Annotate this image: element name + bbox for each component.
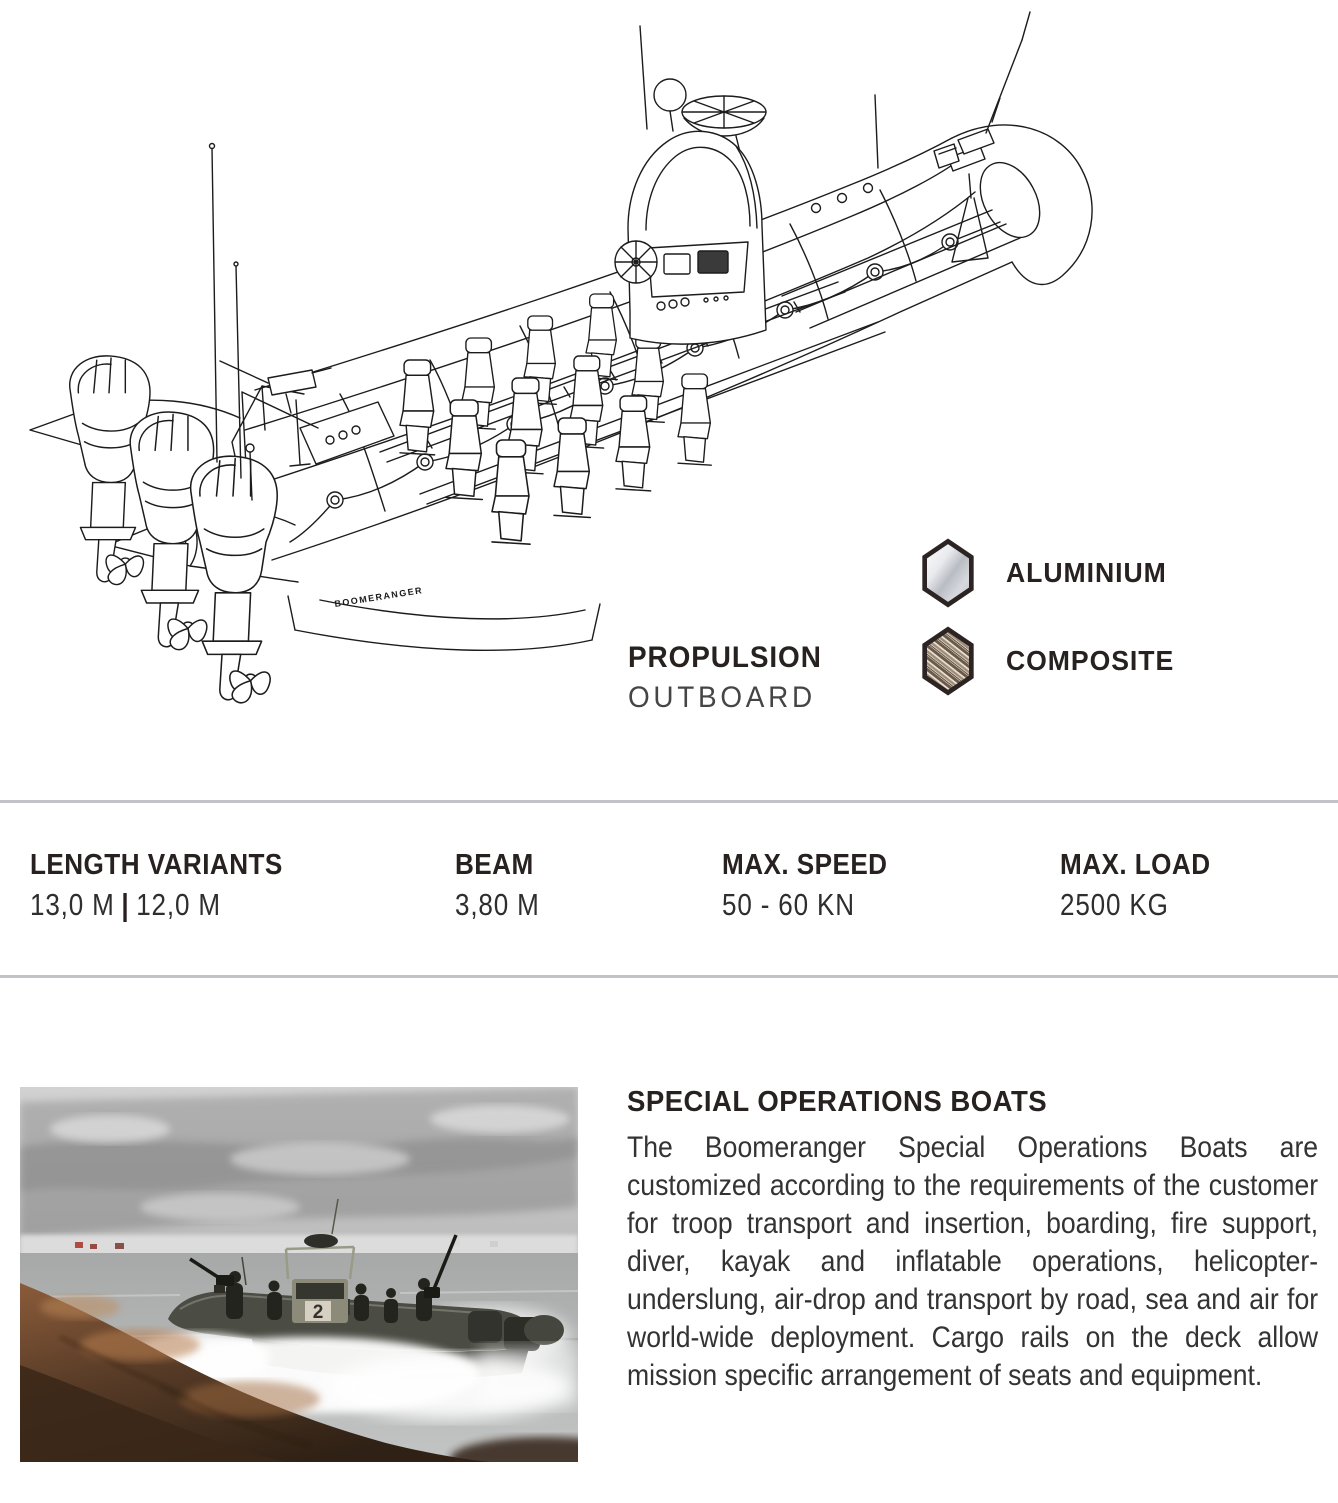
composite-label: COMPOSITE: [1006, 645, 1175, 676]
aluminium-swatch-icon: [920, 538, 976, 608]
aluminium-label: ALUMINIUM: [1006, 557, 1167, 588]
spec-label: MAX. SPEED: [722, 849, 888, 881]
divider-top: [0, 800, 1338, 803]
outboard-engines: [70, 356, 277, 703]
legend-item-aluminium: [920, 538, 1175, 608]
antennas: [210, 144, 255, 501]
spec-label: BEAM: [455, 849, 534, 881]
value-separator: |: [121, 887, 130, 922]
propulsion-value: OUTBOARD: [628, 681, 816, 714]
spec-label: LENGTH VARIANTS: [30, 849, 283, 881]
spec-value: 50 - 60 KN: [722, 887, 855, 922]
section-title: SPECIAL OPERATIONS BOATS: [627, 1086, 1048, 1118]
spec-value: 3,80 M: [455, 887, 540, 922]
composite-swatch-icon: [920, 626, 976, 696]
spec-max-load: [1060, 849, 1227, 923]
spec-value: 13,0 M | 12,0 M: [30, 887, 221, 922]
helm-console: [615, 26, 766, 344]
divider-bottom: [0, 975, 1338, 978]
description-section: [627, 1086, 1319, 1395]
action-photo: [20, 1087, 578, 1462]
section-body: The Boomeranger Special Operations Boats are customized according to the requirements of the customer for troop transport and insertion, boarding, fire support, diver, kayak and inflatable operations, helicopter-underslung, air-drop and transport by road, sea and air for world-wide deployment. Cargo rails on the deck allow mission specific arrangement of seats and equipment.: [627, 1131, 1319, 1392]
boat-number: 2: [312, 1302, 324, 1323]
spec-beam: [455, 849, 556, 923]
propulsion-label: PROPULSION: [628, 641, 822, 674]
legend-item-composite: [920, 626, 1183, 696]
spec-length-variants: [30, 849, 311, 923]
spec-value: 2500 KG: [1060, 887, 1169, 922]
spec-label: MAX. LOAD: [1060, 849, 1211, 881]
spec-max-speed: [722, 849, 906, 923]
propulsion-block: [628, 641, 836, 715]
boat-brand-label: BOOMERANGER: [333, 585, 424, 609]
